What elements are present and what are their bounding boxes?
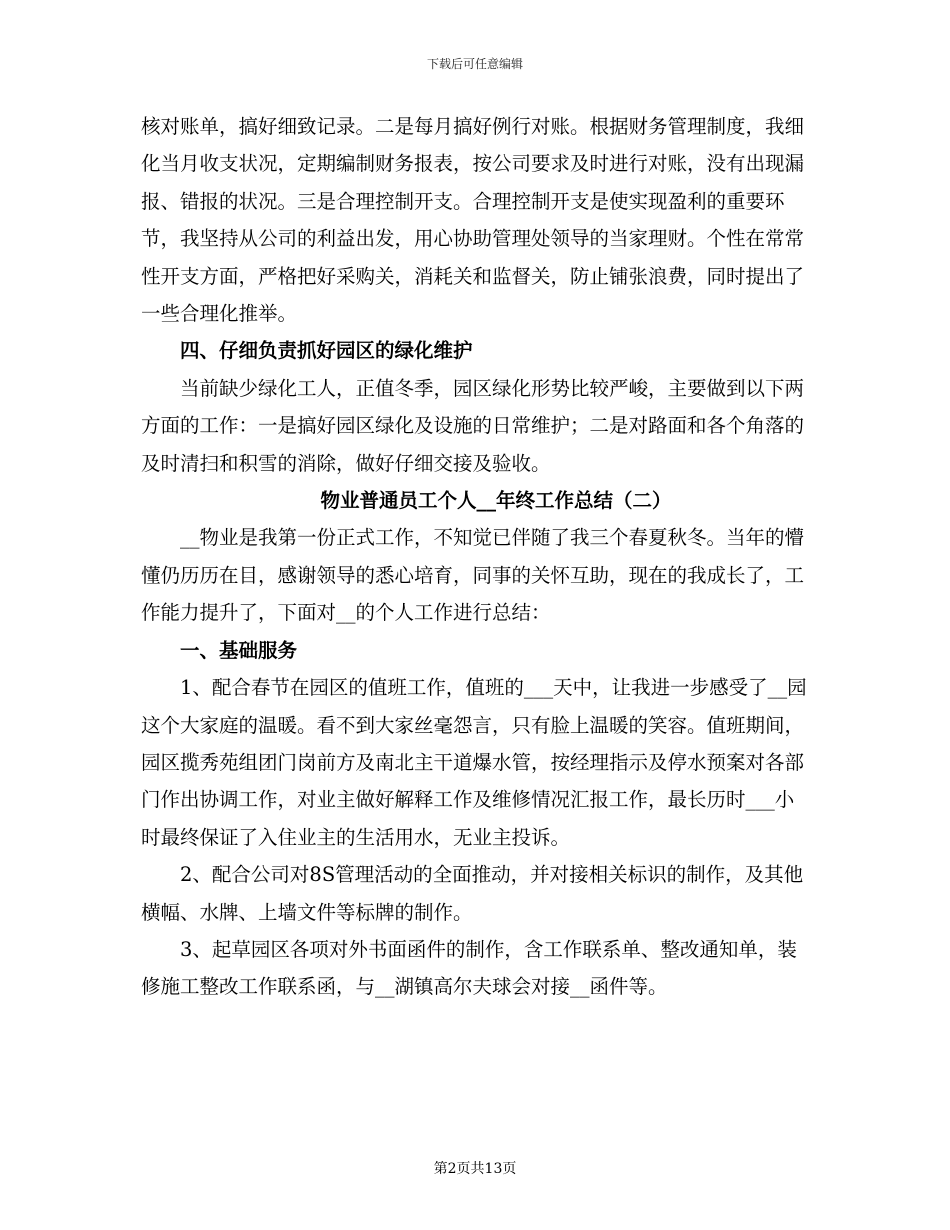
page-footer: 第2页共13页	[433, 1161, 517, 1177]
list-item-1: 1、配合春节在园区的值班工作，值班的___天中，让我进一步感受了__园这个大家庭的温暖。看不到大家丝毫怨言，只有脸上温暖的笑容。值班期间，园区揽秀苑组团门岗前方及南北主干道爆水管，按经理指示及停水预案对各部门作出协调工作，对业主做好解释工作及维修情况汇报工作，最长历时___小时最终保证了入住业主的生活用水，无业主投诉。	[141, 676, 807, 849]
document-body	[141, 108, 811, 1006]
section-heading-greening: 四、仔细负责抓好园区的绿化维护	[180, 339, 473, 363]
list-item-2: 2、配合公司对8S管理活动的全面推动，并对接相关标识的制作，及其他横幅、水牌、上墙文件等标牌的制作。	[141, 863, 804, 924]
paragraph-finance: 核对账单，搞好细致记录。二是每月搞好例行对账。根据财务管理制度，我细化当月收支状况，定期编制财务报表，按公司要求及时进行对账，没有出现漏报、错报的状况。三是合理控制开支。合理控制开支是使实现盈利的重要环节，我坚持从公司的利益出发，用心协助管理处领导的当家理财。个性在常常性开支方面，严格把好采购关，消耗关和监督关，防止铺张浪费，同时提出了一些合理化推举。	[141, 115, 805, 326]
page-header: 下载后可任意编辑	[426, 57, 523, 71]
section-heading-basic-service: 一、基础服务	[180, 638, 298, 662]
list-item-3: 3、起草园区各项对外书面函件的制作，含工作联系单、整改通知单，装修施工整改工作联系函，与__湖镇高尔夫球会对接__函件等。	[141, 937, 797, 999]
paragraph-greening: 当前缺少绿化工人，正值冬季，园区绿化形势比较严峻，主要做到以下两方面的工作：一是搞好园区绿化及设施的日常维护；二是对路面和各个角落的及时清扫和积雪的消除，做好仔细交接及验收。	[141, 376, 805, 475]
document-title-part-two: 物业普通员工个人__年终工作总结（二）	[320, 489, 672, 513]
paragraph-intro: __物业是我第一份正式工作，不知觉已伴随了我三个春夏秋冬。当年的懵懂仍历历在目，感谢领导的悉心培育，同事的关怀互助，现在的我成长了，工作能力提升了，下面对__的个人工作进行总结：	[141, 526, 805, 625]
